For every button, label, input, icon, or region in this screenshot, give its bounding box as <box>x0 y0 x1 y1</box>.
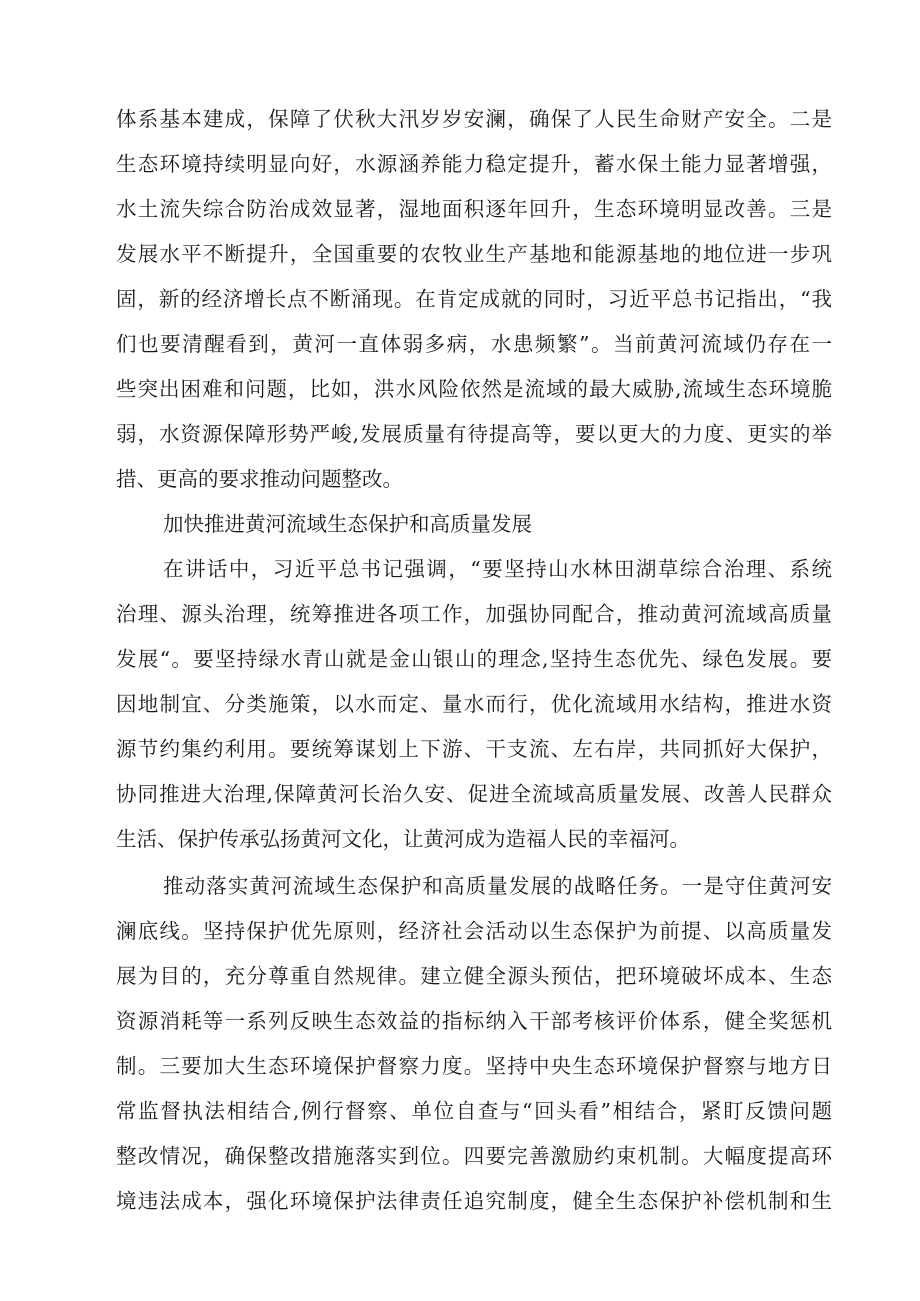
paragraph-2-line: 源节约集约利用。要统筹谋划上下游、干支流、左右岸，共同抓好大保护， <box>116 737 832 761</box>
paragraph-3-line: 推动落实黄河流域生态保护和高质量发展的战略任务。一是守住黄河安 <box>163 874 832 898</box>
paragraph-3-line: 展为目的，充分尊重自然规律。建立健全源头预估，把环境破坏成本、生态 <box>116 964 832 988</box>
paragraph-1-line: 水土流失综合防治成效显著，湿地面积逐年回升，生态环境明显改善。三是 <box>116 197 832 221</box>
paragraph-2-line: 发展“。要坚持绿水青山就是金山银山的理念,坚持生态优先、绿色发展。要 <box>116 647 832 671</box>
paragraph-1-line: 们也要清醒看到，黄河一直体弱多病，水患频繁”。当前黄河流域仍存在一 <box>116 332 832 356</box>
paragraph-1-line: 措、更高的要求推动问题整改。 <box>116 467 403 491</box>
paragraph-3-line: 境违法成本，强化环境保护法律责任追究制度，健全生态保护补偿机制和生 <box>116 1189 832 1213</box>
paragraph-3-line: 澜底线。坚持保护优先原则，经济社会活动以生态保护为前提、以高质量发 <box>116 919 832 943</box>
paragraph-1-line: 生态环境持续明显向好，水源涵养能力稳定提升，蓄水保土能力显著增强， <box>116 152 832 176</box>
paragraph-1-line: 发展水平不断提升，全国重要的农牧业生产基地和能源基地的地位进一步巩 <box>116 242 832 266</box>
paragraph-1-line: 体系基本建成，保障了伏秋大汛岁岁安澜，确保了人民生命财产安全。二是 <box>116 107 832 131</box>
paragraph-2-line: 治理、源头治理，统筹推进各项工作，加强协同配合，推动黄河流域高质量 <box>116 602 832 626</box>
paragraph-2-line: 在讲话中，习近平总书记强调，“要坚持山水林田湖草综合治理、系统 <box>163 557 832 581</box>
paragraph-3-line: 制。三要加大生态环境保护督察力度。坚持中央生态环境保护督察与地方日 <box>116 1054 832 1078</box>
paragraph-3-line: 常监督执法相结合,例行督察、单位自查与“回头看”相结合，紧盯反馈问题 <box>116 1099 832 1123</box>
paragraph-3-line: 资源消耗等一系列反映生态效益的指标纳入干部考核评价体系，健全奖惩机 <box>116 1009 832 1033</box>
paragraph-1-line: 固，新的经济增长点不断涌现。在肯定成就的同时，习近平总书记指出，“我 <box>116 287 832 311</box>
paragraph-3-line: 整改情况，确保整改措施落实到位。四要完善激励约束机制。大幅度提高环 <box>116 1144 832 1168</box>
paragraph-2-line: 生活、保护传承弘扬黄河文化，让黄河成为造福人民的幸福河。 <box>116 827 690 851</box>
paragraph-2-line: 协同推进大治理,保障黄河长治久安、促进全流域高质量发展、改善人民群众 <box>116 782 832 806</box>
paragraph-1-line: 弱，水资源保障形势严峻,发展质量有待提高等，要以更大的力度、更实的举 <box>116 422 832 446</box>
paragraph-1-line: 些突出困难和问题，比如，洪水风险依然是流域的最大威胁,流域生态环境脆 <box>116 377 832 401</box>
section-heading: 加快推进黄河流域生态保护和高质量发展 <box>163 512 532 536</box>
paragraph-2-line: 因地制宜、分类施策，以水而定、量水而行，优化流域用水结构，推进水资 <box>116 692 832 716</box>
